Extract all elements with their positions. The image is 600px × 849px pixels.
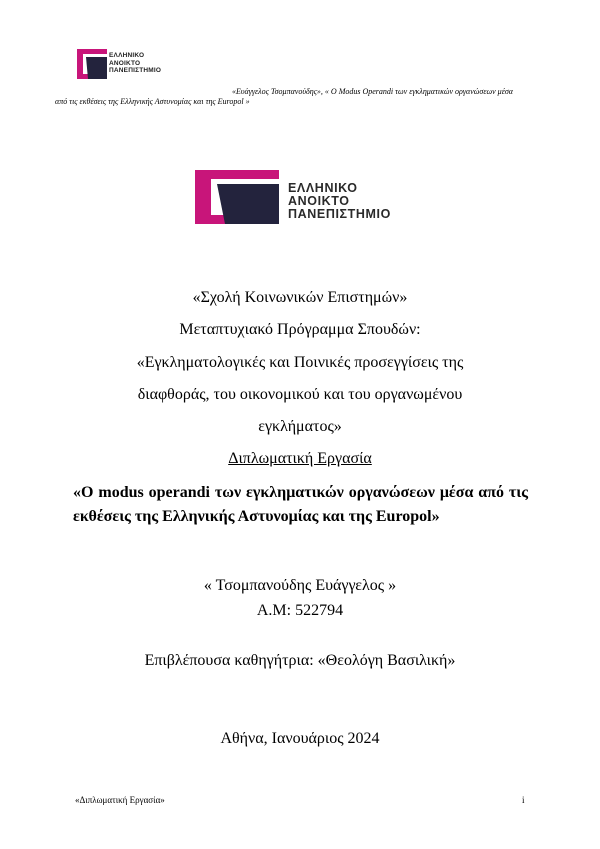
running-header-line-1: «Ευάγγελος Τσομπανούδης», « Ο Modus Operandi των εγκληματικών οργανώσεων μέσα	[231, 87, 513, 96]
student-id: Α.Μ: 522794	[256, 602, 344, 619]
footer-label: «Διπλωματική Εργασία»	[75, 795, 165, 805]
program-name-line-2: διαφθοράς, του οικονομικού και του οργανωμένου	[137, 386, 463, 403]
program-name-line-1: «Εγκληματολογικές και Ποινικές προσεγγίσεις της	[136, 354, 464, 371]
author-name: « Τσομπανούδης Ευάγγελος »	[203, 577, 397, 594]
thesis-title: «Ο modus operandi των εγκληματικών οργανώσεων μέσα από τις εκθέσεις της Ελληνικής Αστυνομίας και της Europol»	[73, 484, 528, 525]
school-name: «Σχολή Κοινωνικών Επιστημών»	[192, 289, 408, 306]
university-logo-text: ΕΛΛΗΝΙΚΟ ΑΝΟΙΚΤΟ ΠΑΝΕΠΙΣΤΗΜΙΟ	[288, 181, 391, 221]
university-logo-mark-icon	[77, 49, 107, 79]
program-label: Μεταπτυχιακό Πρόγραμμα Σπουδών:	[179, 321, 421, 338]
program-name-line-3: εγκλήματος»	[258, 418, 342, 435]
university-logo	[195, 170, 435, 224]
place-date: Αθήνα, Ιανουάριος 2024	[220, 730, 380, 747]
running-header	[55, 87, 525, 107]
university-logo-mark-icon	[195, 170, 279, 224]
document-type: Διπλωματική Εργασία	[228, 450, 372, 467]
running-header-line-2: από τις εκθέσεις της Ελληνικής Αστυνομίας και της Europol »	[55, 97, 250, 106]
supervisor: Επιβλέπουσα καθηγήτρια: «Θεολόγη Βασιλική»	[144, 652, 456, 669]
header-logo-text: ΕΛΛΗΝΙΚΟ ΑΝΟΙΚΤΟ ΠΑΝΕΠΙΣΤΗΜΙΟ	[109, 52, 162, 74]
header-logo	[77, 47, 197, 83]
page-number: i	[522, 795, 525, 805]
